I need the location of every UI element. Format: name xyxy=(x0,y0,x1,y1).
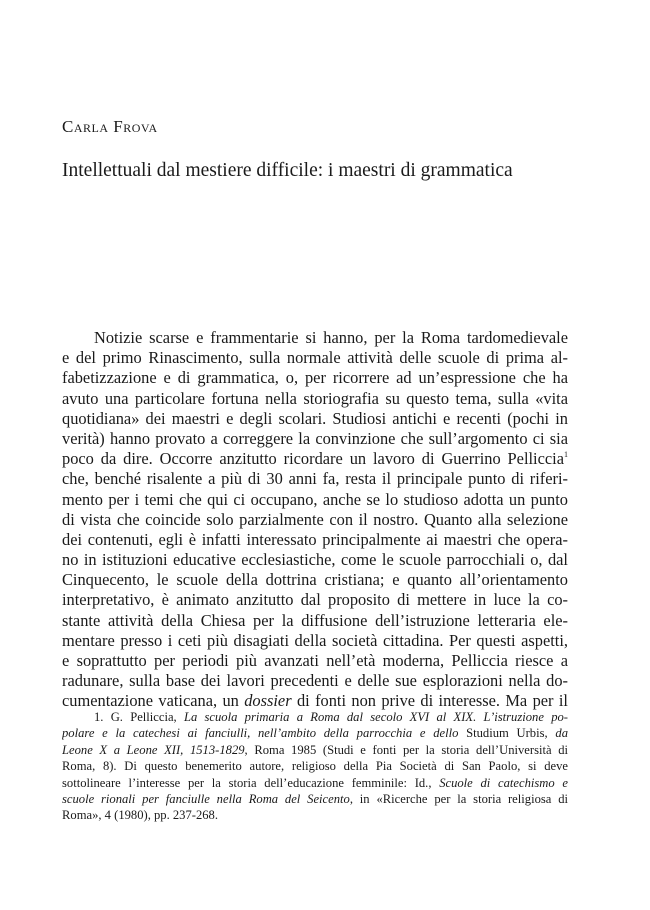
body-line: Cinquecento, le scuole della dottrina cristiana; e quanto all’orientamento xyxy=(62,570,568,590)
body-line: quotidiana» dei maestri e degli scolari. Studiosi antichi e recenti (pochi in xyxy=(62,408,568,428)
footnote-line: scuole rionali per fanciulle nella Roma del Seicento, in «Ricerche per la storia religiosa di xyxy=(62,791,568,806)
body-line: no in istituzioni educative ecclesiastiche, come le scuole parrocchiali o, dal xyxy=(62,550,568,570)
body-text xyxy=(62,328,568,712)
body-line: poco da dire. Occorre anzitutto ricordare un lavoro di Guerrino Pelliccia$^1$ xyxy=(62,449,568,469)
body-line: verità) hanno provato a correggere la convinzione che sull’argomento ci sia xyxy=(62,428,568,448)
body-line: interpretativo, è animato anzitutto dal proposito di mettere in luce la co- xyxy=(62,590,568,610)
body-line: dei contenuti, egli è infatti interessato principalmente ai maestri che opera- xyxy=(62,529,568,549)
body-line: che, benché risalente a più di 30 anni fa, resta il principale punto di riferi- xyxy=(62,469,568,489)
footnote-line: sottolineare l’interesse per la storia dell’educazione femminile: Id., Scuole di catechismo e xyxy=(62,775,568,790)
footnote-line: polare e la catechesi ai fanciulli, nell’ambito della parrocchia e dello Studium Urbis, da xyxy=(62,726,568,741)
chapter-title: Intellettuali dal mestiere difficile: i maestri di grammatica xyxy=(62,160,513,181)
footnote-line: Roma, 8). Di questo benemerito autore, religioso della Pia Società di San Paolo, si deve xyxy=(62,759,568,774)
body-line: Notizie scarse e frammentarie si hanno, per la Roma tardomedievale xyxy=(94,328,568,347)
footnote-line: Leone X a Leone XII, 1513-1829, Roma 1985 (Studi e fonti per la storia dell’Università di xyxy=(62,742,568,757)
body-line: di vista che coincide solo parzialmente con il nostro. Quanto alla selezione xyxy=(62,509,568,529)
author-name: Carla Frova xyxy=(62,117,158,136)
footnote-line: Roma», 4 (1980), pp. 237-268. xyxy=(62,808,219,823)
footnote-line: 1. G. Pelliccia, La scuola primaria a Roma dal secolo XVI al XIX. L’istruzione po- xyxy=(94,710,568,724)
body-line: fabetizzazione e di grammatica, o, per ricorrere ad un’espressione che ha xyxy=(62,368,568,388)
body-line: cumentazione vaticana, un dossier di fonti non prive di interesse. Ma per il xyxy=(62,691,568,711)
body-line: mento per i temi che qui ci occupano, anche se lo studioso adotta un punto xyxy=(62,489,568,509)
body-line: e del primo Rinascimento, sulla normale attività delle scuole di prima al- xyxy=(62,348,568,368)
body-line: e soprattutto per periodi più avanzati nell’età moderna, Pelliccia riesce a xyxy=(62,651,568,670)
body-line: radunare, sulla base dei lavori precedenti e delle sue esplorazioni nella do- xyxy=(62,671,568,691)
footnote xyxy=(62,709,568,824)
body-line: avuto una particolare fortuna nella storiografia su questo tema, sulla «vita xyxy=(62,388,568,408)
body-line: mentare presso i ceti più disagiati della società cittadina. Per questi aspetti, xyxy=(62,630,568,650)
footnote-ref: 1 xyxy=(564,450,568,460)
body-line: stante attività della Chiesa per la diffusione dell’istruzione letteraria ele- xyxy=(62,610,568,630)
